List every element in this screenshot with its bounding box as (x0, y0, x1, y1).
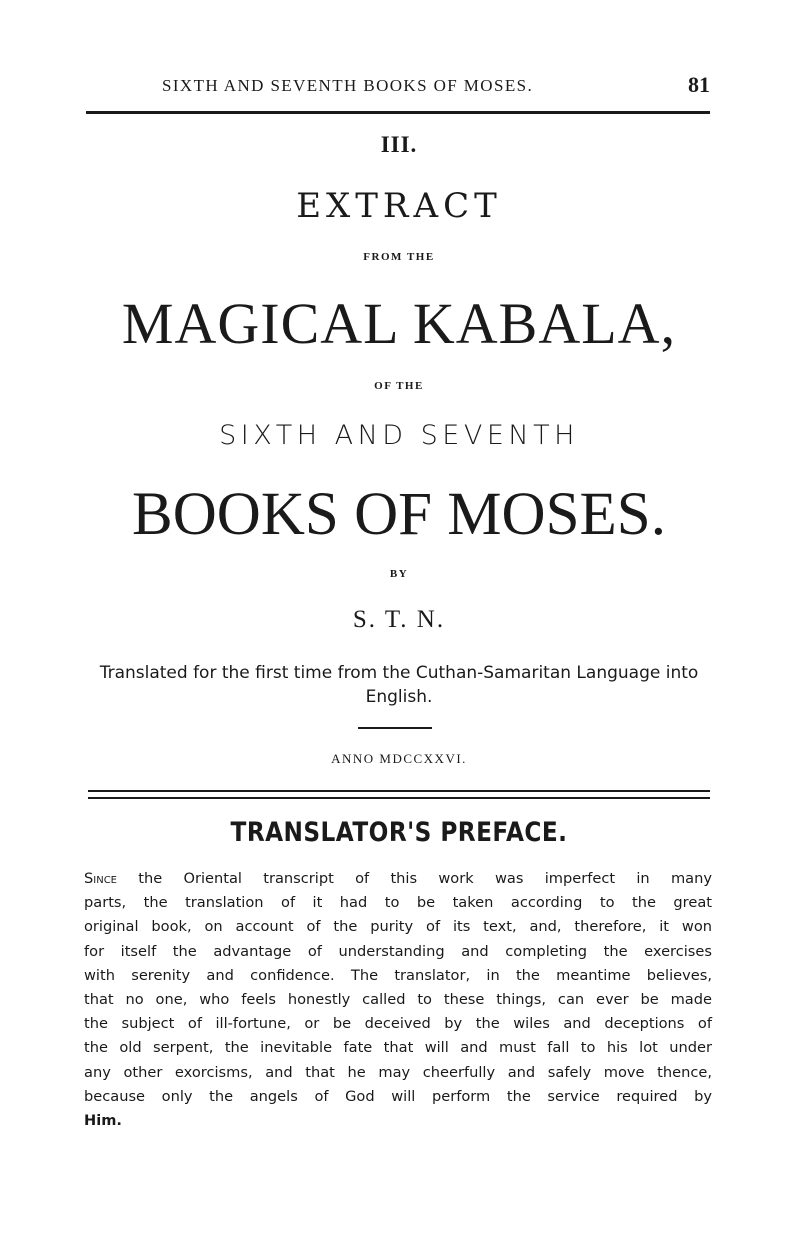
preface-line-11: Him. (84, 1112, 122, 1130)
running-title: SIXTH AND SEVENTH BOOKS OF MOSES. (162, 76, 534, 95)
preface-first-word: Since (84, 870, 117, 887)
preface-line-2: parts, the translation of it had to be taken according to the great (84, 894, 712, 912)
preface-line-6: that no one, who feels honestly called to these things, can ever be made (84, 991, 712, 1009)
by-label: BY (389, 568, 409, 580)
extract-heading: EXTRACT (296, 186, 502, 226)
author-initials: S. T. N. (352, 606, 446, 633)
books-of-moses-heading: BOOKS OF MOSES. (132, 481, 666, 548)
short-rule (358, 727, 432, 729)
preface-line-8: the old serpent, the inevitable fate that will and must fall to his lot under (84, 1039, 712, 1057)
section-number: III. (380, 132, 418, 157)
magical-kabala-heading: MAGICAL KABALA, (121, 291, 677, 356)
preface-line-3: original book, on account of the purity of its text, and, therefore, it won (84, 918, 712, 936)
of-the-label: OF THE (374, 380, 424, 392)
preface-title: TRANSLATOR'S PREFACE. (230, 817, 568, 848)
preface-line-1 (84, 867, 712, 891)
preface-line-9: any other exorcisms, and that he may cheerfully and safely move thence, (84, 1063, 712, 1081)
sixth-seventh-heading: SIXTH AND SEVENTH (219, 420, 579, 451)
double-rule-top (88, 790, 710, 792)
preface-line-5: with serenity and confidence. The translator, in the meantime believes, (84, 966, 712, 984)
double-rule-bottom (88, 797, 710, 799)
anno-date: ANNO MDCCXXVI. (331, 751, 467, 766)
from-the-label: FROM THE (363, 251, 435, 263)
page-number: 81 (688, 72, 710, 97)
preface-line-4: for itself the advantage of understanding and completing the exercises (84, 942, 712, 960)
translation-note (84, 661, 714, 709)
preface-line-7: the subject of ill-fortune, or be deceived by the wiles and deceptions of (84, 1015, 712, 1033)
translation-note-line-1: Translated for the first time from the Cuthan-Samaritan Language into (99, 663, 699, 683)
preface-body (84, 867, 712, 1133)
preface-line-10: because only the angels of God will perform the service required by (84, 1087, 712, 1105)
header-rule (86, 111, 710, 114)
preface-line-1-rest: the Oriental transcript of this work was imperfect in many (117, 870, 712, 887)
running-header (88, 74, 710, 104)
translation-note-line-2: English. (365, 687, 433, 707)
